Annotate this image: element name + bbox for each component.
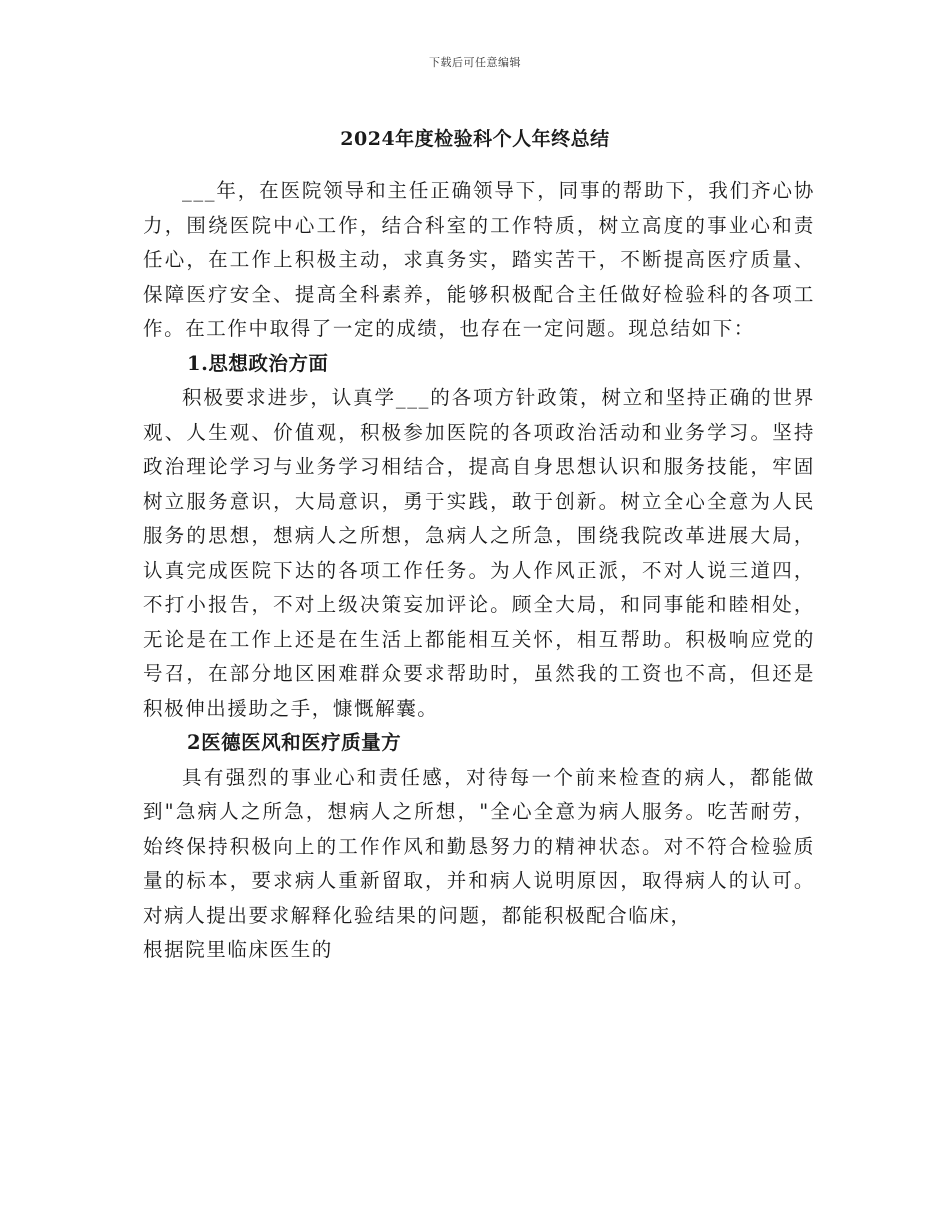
section-paragraph-1: 积极要求进步，认真学___的各项方针政策，树立和坚持正确的世界观、人生观、价值观，积极参加医院的各项政治活动和业务学习。坚持政治理论学习与业务学习相结合，提高自身思想认识和服务技能，牢固树立服务意识，大局意识，勇于实践，敢于创新。树立全心全意为人民服务的思想，想病人之所想，急病人之所急，围绕我院改革进展大局，认真完成医院下达的各项工作任务。为人作风正派，不对人说三道四，不打小报告，不对上级决策妄加评论。顾全大局，和同事能和睦相处，无论是在工作上还是在生活上都能相互关怀，相互帮助。积极响应党的号召，在部分地区困难群众要求帮助时，虽然我的工资也不高，但还是积极伸出援助之手，慷慨解囊。 [143,386,815,720]
section-heading-2: 2医德医风和医疗质量方 [187,731,402,754]
section-paragraph-2: 具有强烈的事业心和责任感，对待每一个前来检查的病人，都能做到"急病人之所急，想病人之所想，"全心全意为病人服务。吃苦耐劳，始终保持积极向上的工作作风和勤恳努力的精神状态。对不符合检验质量的标本，要求病人重新留取，并和病人说明原因，取得病人的认可。对病人提出要求解释化验结果的问题，都能积极配合临床， [143,765,815,927]
document-title: 2024年度检验科个人年终总结 [340,128,610,150]
header-note: 下载后可任意编辑 [429,56,521,69]
section-paragraph-2-tail: 根据院里临床医生的 [143,938,333,961]
document-body [143,174,815,968]
intro-paragraph: ___年，在医院领导和主任正确领导下，同事的帮助下，我们齐心协力，围绕医院中心工作，结合科室的工作特质，树立高度的事业心和责任心，在工作上积极主动，求真务实，踏实苦干，不断提高医疗质量、保障医疗安全、提高全科素养，能够积极配合主任做好检验科的各项工作。在工作中取得了一定的成绩，也存在一定问题。现总结如下： [143,179,815,340]
section-heading-1: 1.思想政治方面 [187,351,329,375]
